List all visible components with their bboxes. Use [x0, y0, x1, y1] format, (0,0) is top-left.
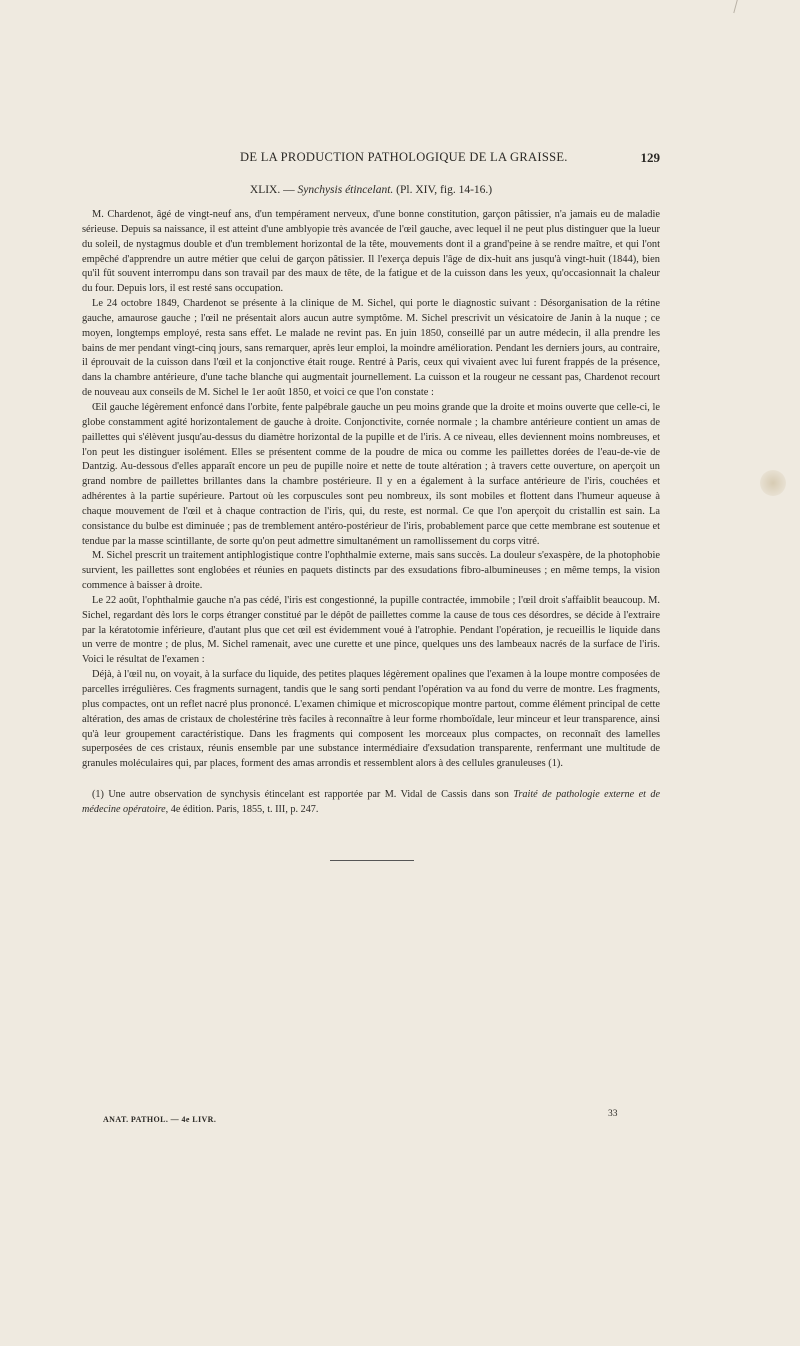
pencil-mark [733, 0, 743, 15]
section-divider [330, 860, 414, 861]
paragraph: Le 22 août, l'ophthalmie gauche n'a pas cédé, l'iris est congestionné, la pupille contractée, immobile ; l'œil droit s'affaiblit beaucoup. M. Sichel, regardant dès lors le corps étranger constitué par le dépôt de paillettes comme la cause de tous ces désordres, se décide à l'extraire par la kératotomie inférieure, d'autant plus que cet œil est évidemment voué à l'atrophie. Pendant l'opération, je recueillis le liquide dans un verre de montre ; de plus, M. Sichel ramenait, avec une curette et une pince, quelques uns des lambeaux nacrés de la surface de l'iris. Voici le résultat de l'examen : [82, 594, 660, 666]
observation-number: XLIX. — [249, 184, 295, 196]
paragraph: Œil gauche légèrement enfoncé dans l'orbite, fente palpébrale gauche un peu moins grande que la droite et moins ouverte que celle-ci, le globe constamment agité horizontalement de gauche à droite. Conjonctivite, cornée normale ; la chambre antérieure contient un amas de paillettes qui s'élèvent jusqu'au-dessus du diamètre horizontal de la pupille et de l'iris. A ce niveau, elles deviennent moins nombreuses, et l'on peut les distinguer isolément. Elles se présentent comme de la poudre de mica ou comme les paillettes dorées de l'eau-de-vie de Dantzig. Au-dessous d'elles apparaît encore un peu de pupille noire et nette de toute altération ; à travers cette ouverture, on aperçoit un grand nombre de paillettes brillantes dans la chambre postérieure. Il y en a également à la surface antérieure de l'iris, couchées et adhérentes à la partie supérieure. Partout où les corpuscules sont peu nombreux, ils sont mobiles et flottent dans l'humeur aqueuse à chaque mouvement de l'œil et à chaque contraction de l'iris, qui, du reste, est normal. Ce que l'on aperçoit du cristallin est sain. La consistance du bulbe est diminuée ; pas de tremblement antéro-postérieur de l'iris, probablement parce que cette membrane est soutenue et tendue par la masse scintillante, de sorte qu'on peut admettre simultanément un ramollissement du corps vitré. [82, 401, 660, 547]
paragraph: M. Sichel prescrit un traitement antiphlogistique contre l'ophthalmie externe, mais sans succès. La douleur s'exaspère, de la photophobie survient, les paillettes sont englobées et réunies en paquets distincts par des exsudations fibro-albumineuses ; en même temps, la vision commence à baisser à droite. [82, 550, 660, 592]
observation-heading [82, 184, 660, 196]
body-text [82, 208, 660, 772]
observation-title: Synchysis étincelant. [297, 184, 394, 196]
page-header [82, 150, 660, 170]
footnote-tail: , 4e édition. Paris, 1855, t. III, p. 247. [165, 803, 319, 815]
paragraph: Déjà, à l'œil nu, on voyait, à la surface du liquide, des petites plaques légèrement opalines que l'examen à la loupe montre composées de parcelles irrégulières. Ces fragments surnagent, tandis que le sang sorti pendant l'opération va au fond du verre de montre. Les fragments, plus compactes, ont un reflet nacré plus prononcé. L'examen chimique et microscopique montre partout, comme élément principal de cette altération, des amas de cristaux de cholestérine très faciles à reconnaître à leur forme rhomboïdale, leur minceur et leur transparence, ainsi qu'à leur groupement caractéristique. Dans les fragments qui composent les morceaux plus compactes, on reconnaît des lamelles superposées de ces cristaux, réunis ensemble par une substance intermédiaire d'exsudation transparente, renfermant une multitude de granules moléculaires qui, par places, forment des amas arrondis et ressemblent alors à des cellules granuleuses (1). [82, 669, 660, 770]
sheet-number: 33 [608, 1109, 618, 1119]
footnote-book-title: Traité de pathologie externe et de médecine opératoire [82, 789, 661, 815]
paper-stain [760, 470, 786, 496]
running-title: DE LA PRODUCTION PATHOLOGIQUE DE LA GRAISSE. [240, 150, 568, 164]
paragraph: M. Chardenot, âgé de vingt-neuf ans, d'un tempérament nerveux, d'une bonne constitution, garçon pâtissier, n'a jamais eu de maladie sérieuse. Depuis sa naissance, il est atteint d'une amblyopie très avancée de l'œil gauche, avec lequel il ne peut plus distinguer que la lueur du soleil, de nystagmus double et d'un tremblement horizontal de la tête, mouvements dont il a grand'peine à se rendre maître, et qui l'ont empêché d'apprendre un autre métier que celui de garçon pâtissier. Il l'exerça depuis l'âge de dix-huit ans jusqu'à vingt-huit (1844), bien qu'il fût souvent interrompu dans son travail par des maux de tête, de la fatigue et de la cuisson dans les yeux, qu'occasionnait la chaleur du four. Depuis lors, il est resté sans occupation. [82, 209, 660, 295]
printer-signature: ANAT. PATHOL. — 4e LIVR. [103, 1115, 217, 1124]
footnote [82, 788, 660, 817]
page-number: 129 [640, 150, 660, 165]
footnote-lead: (1) Une autre observation de synchysis étincelant est rapportée par M. Vidal de Cassis dans son [92, 789, 509, 800]
plate-reference: (Pl. XIV, fig. 14-16.) [396, 184, 493, 196]
paragraph: Le 24 octobre 1849, Chardenot se présente à la clinique de M. Sichel, qui porte le diagnostic suivant : Désorganisation de la rétine gauche, amaurose gauche ; l'œil ne présentait alors aucun autre symptôme. M. Sichel prescrivit un vésicatoire de Janin à la nuque ; ce moyen, longtemps employé, resta sans effet. Le malade ne revint pas. En juin 1850, conseillé par un autre médecin, il alla prendre les bains de mer pendant vingt-cinq jours, sans remarquer, après leur emploi, la moindre amélioration. Pendant les derniers jours, au contraire, il éprouvait de la cuisson dans l'œil et la conjonctive était rouge. Rentré à Paris, ceux qui vivaient avec lui furent frappés de la présence, dans la chambre antérieure, d'une tache blanche qui augmentait journellement. La cuisson et la rougeur ne cessant pas, Chardenot recourt de nouveau aux conseils de M. Sichel le 1er août 1850, et voici ce que l'on constate : [82, 298, 660, 399]
